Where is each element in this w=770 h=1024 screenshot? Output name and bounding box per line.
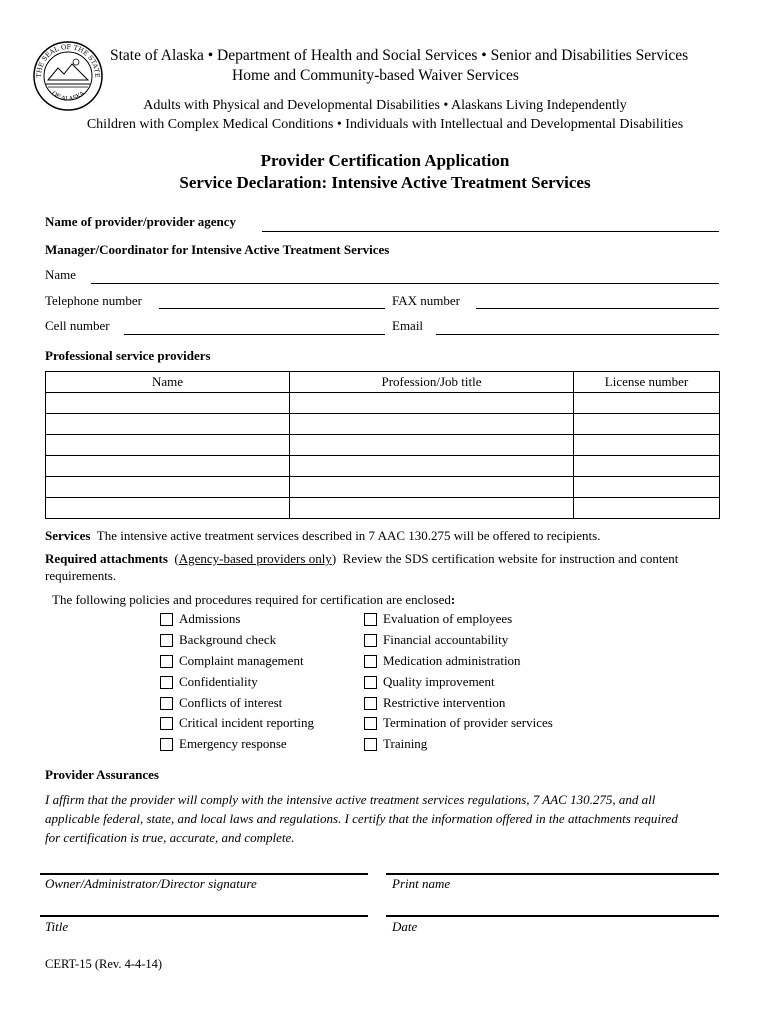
table-cell[interactable] — [290, 498, 574, 519]
fax-field[interactable] — [476, 308, 719, 309]
column-header-name: Name — [46, 372, 290, 393]
table-cell[interactable] — [574, 414, 720, 435]
svg-text:THE SEAL OF THE STATE: THE SEAL OF THE STATE — [34, 42, 102, 78]
table-cell[interactable] — [290, 393, 574, 414]
table-cell[interactable] — [290, 435, 574, 456]
provider-name-label: Name of provider/provider agency — [45, 214, 237, 229]
checkbox-complaint-management[interactable] — [160, 655, 173, 668]
assurances-line-2: applicable federal, state, and local laws and regulations. I certify that the information offered in the attachments required — [45, 811, 678, 826]
attachments-paragraph — [45, 551, 725, 567]
checkbox-label: Evaluation of employees — [383, 611, 513, 626]
name-field[interactable] — [91, 283, 719, 284]
table-cell[interactable] — [46, 456, 290, 477]
checkbox-emergency-response[interactable] — [160, 738, 173, 751]
checkbox-critical-incident[interactable] — [160, 717, 173, 730]
table-row — [46, 498, 720, 519]
checkbox-label: Financial accountability — [383, 632, 509, 647]
checkbox-label: Conflicts of interest — [179, 695, 283, 710]
header-line-1: State of Alaska • Department of Health and Social Services • Senior and Disabilities Services — [110, 47, 689, 64]
table-cell[interactable] — [290, 414, 574, 435]
agency-note: Agency-based providers only — [178, 551, 332, 566]
column-header-license: License number — [574, 372, 720, 393]
table-cell[interactable] — [46, 414, 290, 435]
attachments-label: Required attachments — [45, 551, 168, 566]
checkbox-label: Admissions — [179, 611, 241, 626]
table-cell[interactable] — [46, 477, 290, 498]
table-cell[interactable] — [574, 393, 720, 414]
checkbox-label: Quality improvement — [383, 674, 495, 689]
table-cell[interactable] — [46, 498, 290, 519]
programs-line-1: Adults with Physical and Developmental Disabilities • Alaskans Living Independently — [143, 98, 627, 113]
checkbox-label: Confidentiality — [179, 674, 258, 689]
email-field[interactable] — [436, 334, 719, 335]
assurances-line-1: I affirm that the provider will comply with the intensive active treatment services regulations, 7 AAC 130.275, and all — [45, 792, 656, 807]
table-cell[interactable] — [290, 477, 574, 498]
checkbox-admissions[interactable] — [160, 613, 173, 626]
form-id: CERT-15 (Rev. 4-4-14) — [45, 957, 163, 971]
table-row — [46, 414, 720, 435]
table-cell[interactable] — [46, 393, 290, 414]
providers-table-header — [46, 372, 720, 393]
attachments-text: Review the SDS certification website for instruction and content — [342, 551, 679, 566]
header-line-2-text: Home and Community-based Waiver Services — [232, 67, 519, 84]
cell-label: Cell number — [45, 318, 110, 333]
checkbox-medication-administration[interactable] — [364, 655, 377, 668]
email-label: Email — [392, 318, 424, 333]
owner-signature-line[interactable] — [40, 873, 368, 875]
provider-name-field[interactable] — [262, 231, 719, 232]
table-cell[interactable] — [574, 498, 720, 519]
services-label: Services — [45, 528, 91, 543]
print-name-line[interactable] — [386, 873, 719, 875]
checkbox-label: Termination of provider services — [383, 715, 553, 730]
table-row — [46, 477, 720, 498]
table-cell[interactable] — [290, 456, 574, 477]
table-row — [46, 435, 720, 456]
form-subtitle: Service Declaration: Intensive Active Treatment Services — [179, 173, 591, 192]
checkbox-conflicts-of-interest[interactable] — [160, 697, 173, 710]
assurances-heading: Provider Assurances — [45, 767, 159, 782]
attachments-close-paren: ) — [331, 551, 337, 566]
services-text: The intensive active treatment services described in 7 AAC 130.275 will be offered to recipients. — [96, 528, 601, 543]
checkbox-label: Restrictive intervention — [383, 695, 506, 710]
attachments-text-cont: requirements. — [45, 568, 117, 583]
header-line-2 — [110, 67, 730, 85]
title-label: Title — [45, 919, 69, 934]
manager-heading: Manager/Coordinator for Intensive Active Treatment Services — [45, 242, 390, 257]
providers-table — [45, 371, 720, 519]
checkbox-training[interactable] — [364, 738, 377, 751]
checkbox-background-check[interactable] — [160, 634, 173, 647]
table-cell[interactable] — [574, 456, 720, 477]
cell-field[interactable] — [124, 334, 385, 335]
form-title: Provider Certification Application — [260, 151, 510, 170]
checkbox-label: Medication administration — [383, 653, 521, 668]
checkbox-label: Emergency response — [179, 736, 287, 751]
date-line[interactable] — [386, 915, 719, 917]
checkbox-quality-improvement[interactable] — [364, 676, 377, 689]
column-header-profession: Profession/Job title — [290, 372, 574, 393]
telephone-label: Telephone number — [45, 293, 142, 308]
telephone-field[interactable] — [159, 308, 385, 309]
fax-label: FAX number — [392, 293, 461, 308]
checkbox-label: Background check — [179, 632, 277, 647]
date-label: Date — [392, 919, 418, 934]
table-cell[interactable] — [574, 435, 720, 456]
assurances-line-3: for certification is true, accurate, and complete. — [45, 830, 295, 845]
policies-intro-colon: : — [450, 592, 456, 607]
table-cell[interactable] — [46, 435, 290, 456]
services-paragraph — [45, 528, 600, 544]
owner-signature-label: Owner/Administrator/Director signature — [45, 876, 257, 891]
checkbox-financial-accountability[interactable] — [364, 634, 377, 647]
policies-intro — [52, 592, 455, 608]
attachments-open-paren: ( — [174, 551, 179, 566]
providers-heading: Professional service providers — [45, 348, 211, 363]
checkbox-restrictive-intervention[interactable] — [364, 697, 377, 710]
svg-text:OF ALASKA: OF ALASKA — [50, 89, 86, 103]
checkbox-label: Complaint management — [179, 653, 304, 668]
print-name-label: Print name — [392, 876, 451, 891]
table-row — [46, 393, 720, 414]
policies-intro-text: The following policies and procedures required for certification are enclosed — [52, 592, 451, 607]
table-row — [46, 456, 720, 477]
name-label: Name — [45, 267, 77, 282]
checkbox-label: Critical incident reporting — [179, 715, 315, 730]
programs-line-2: Children with Complex Medical Conditions • Individuals with Intellectual and Developmental Disabilities — [86, 117, 684, 132]
checkbox-termination[interactable] — [364, 717, 377, 730]
checkbox-confidentiality[interactable] — [160, 676, 173, 689]
checkbox-label: Training — [383, 736, 428, 751]
checkbox-evaluation-of-employees[interactable] — [364, 613, 377, 626]
title-line[interactable] — [40, 915, 368, 917]
table-cell[interactable] — [574, 477, 720, 498]
